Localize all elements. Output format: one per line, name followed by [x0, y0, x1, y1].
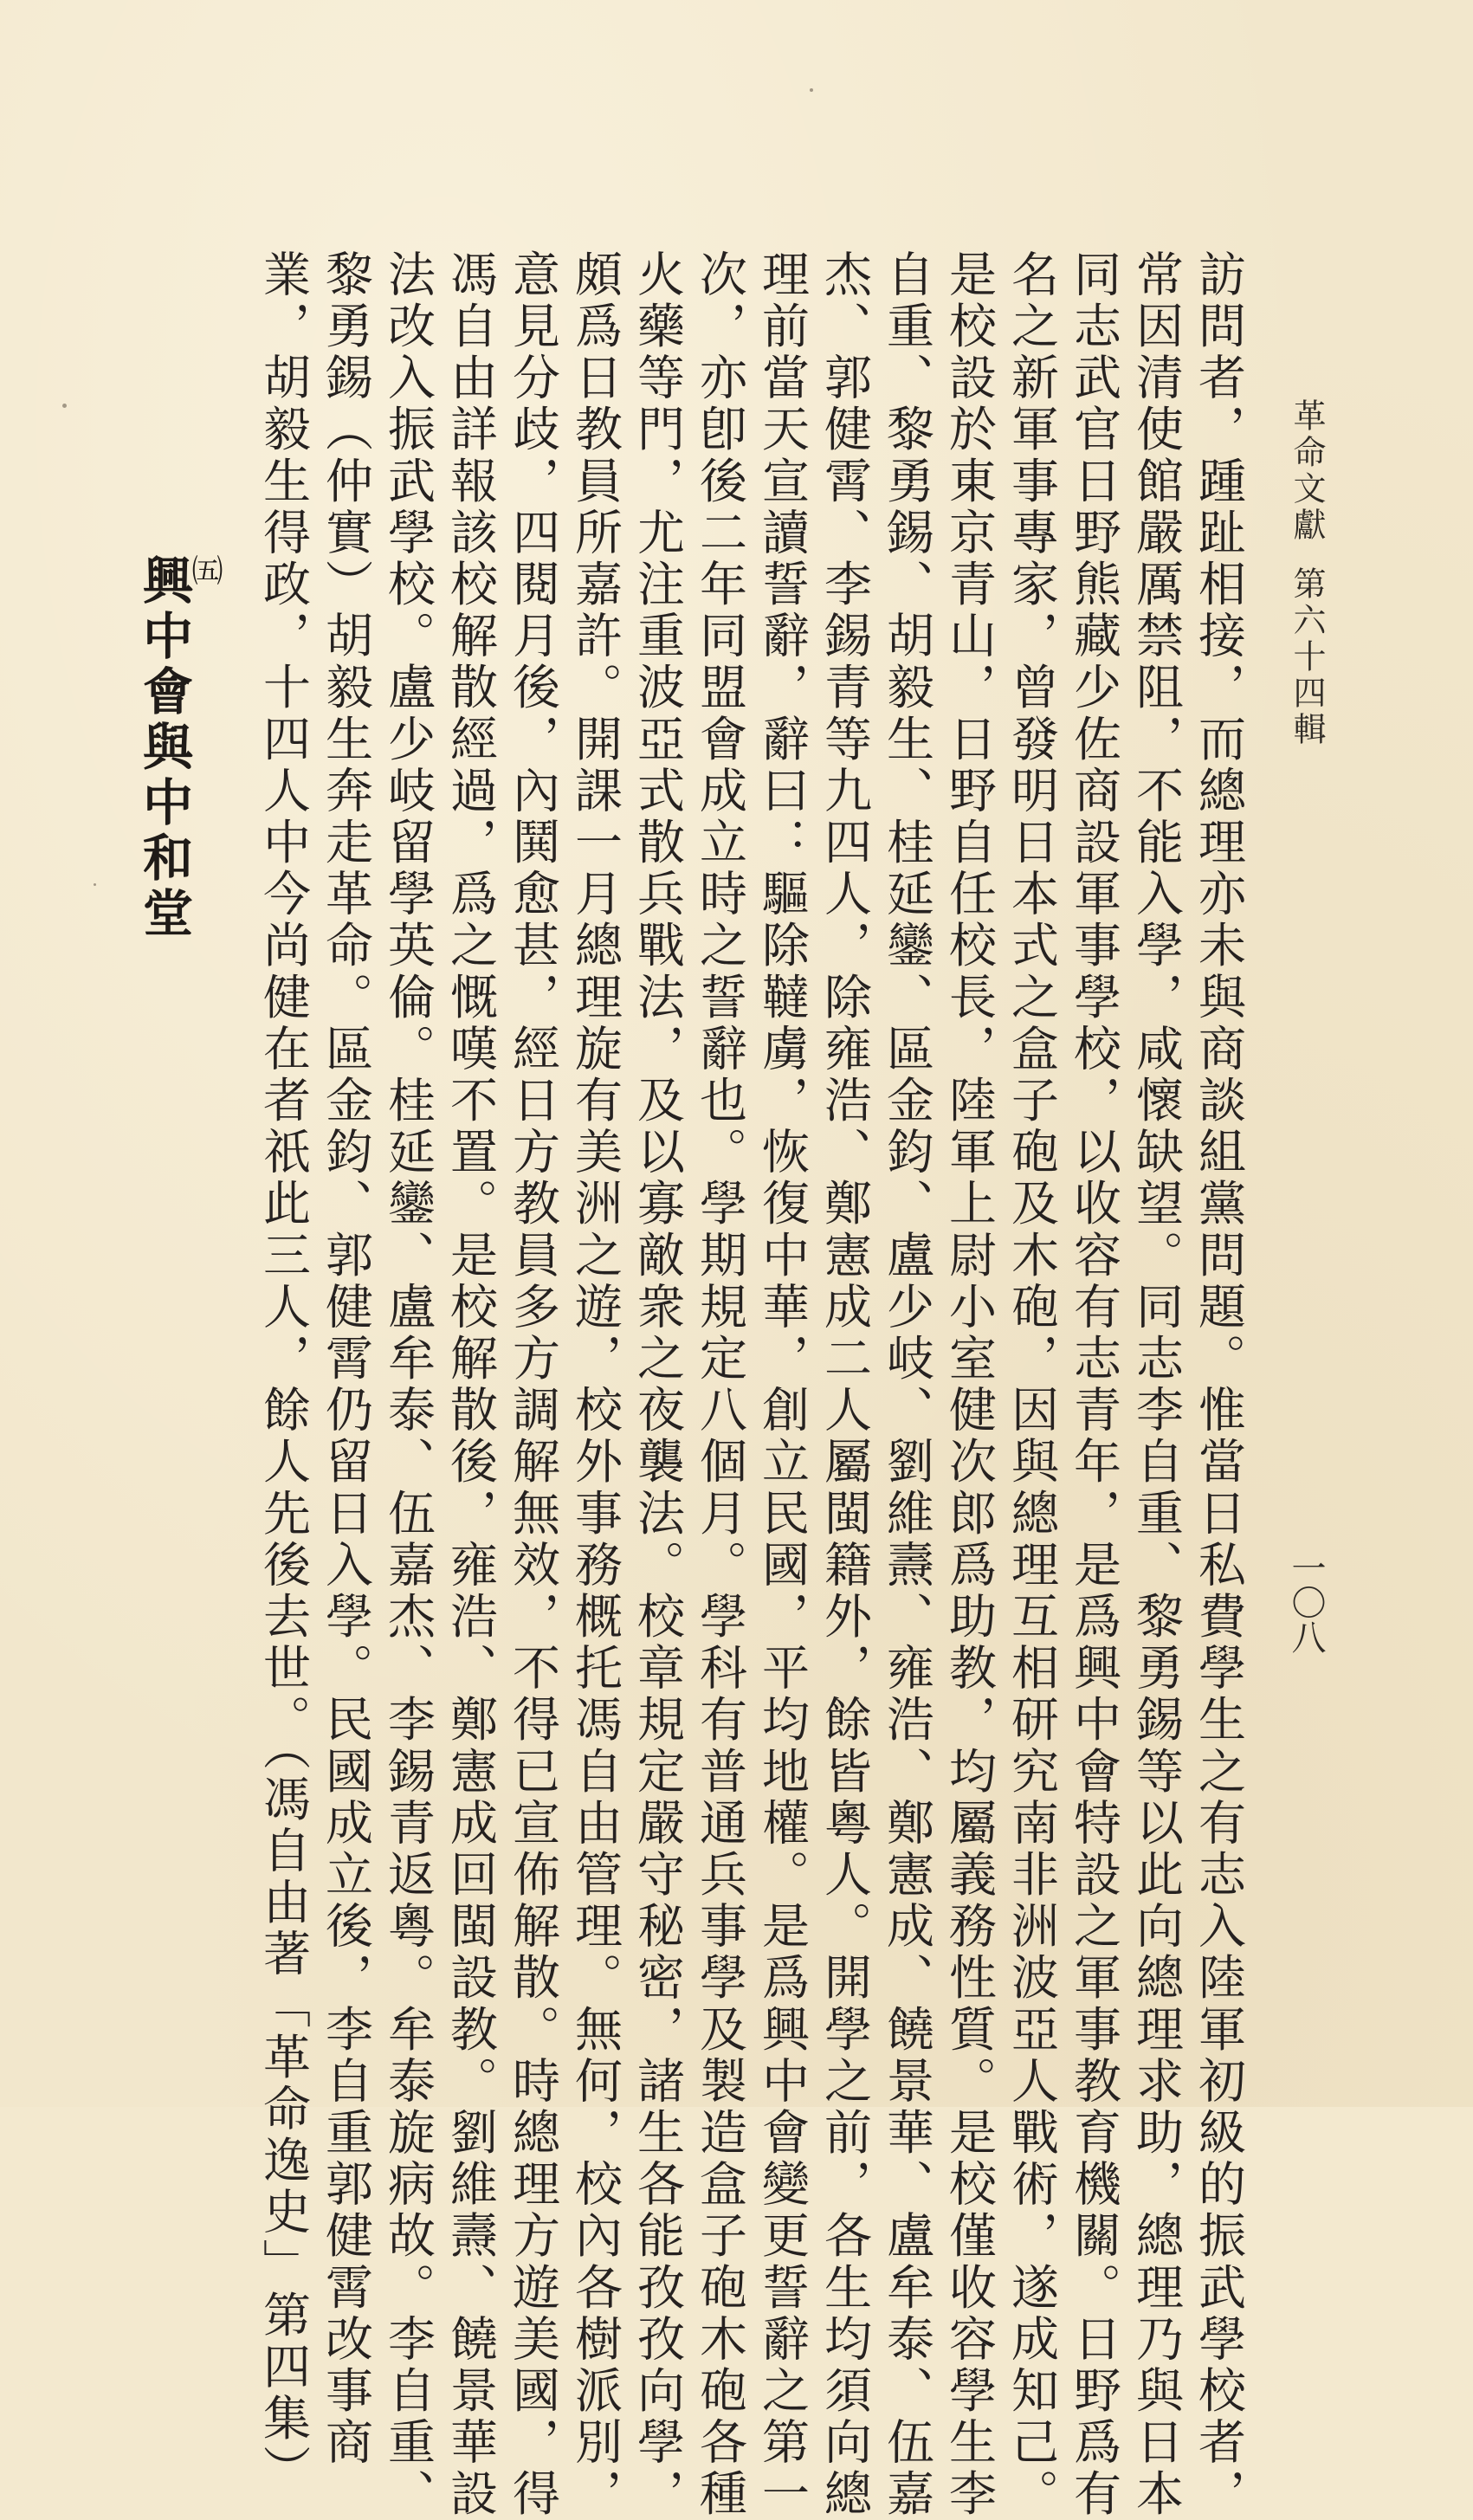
text-column: 火藥等門，尤注重波亞式散兵戰法，及以寡敵衆之夜襲法。校章規定嚴守秘密，諸生各能孜孜向學，	[630, 249, 685, 2520]
paper-speck	[62, 404, 67, 408]
publication-title: 革命文獻	[1288, 398, 1326, 544]
text-column: 訪問者，踵趾相接，而總理亦未與商談組黨問題。惟當日私費學生之有志入陸軍初級的振武學校者，	[1191, 249, 1246, 2520]
section-heading	[134, 554, 223, 942]
text-column: 業，胡毅生得政，十四人中今尚健在者祇此三人，餘人先後去世。（馮自由著「革命逸史」第四集）	[255, 249, 311, 2497]
text-column: 自重、黎勇錫、胡毅生、桂延鑾、區金鈞、盧少岐、劉維燾、雍浩、鄭憲成、饒景華、盧牟泰、伍嘉	[879, 249, 934, 2520]
section-title-text: 興中會與中和堂	[134, 554, 193, 942]
section-number: ㈤	[187, 554, 223, 591]
text-column: 常因清使館嚴厲禁阻，不能入學，咸懷缺望。同志李自重、黎勇錫等以此向總理求助，總理乃與日本	[1128, 249, 1184, 2520]
running-header	[1288, 398, 1326, 748]
text-column: 是校設於東京青山，日野自任校長，陸軍上尉小室健次郎爲助教，均屬義務性質。是校僅收容學生李	[941, 249, 997, 2520]
text-column: 次，亦卽後二年同盟會成立時之誓辭也。學期規定八個月。學科有普通兵事學及製造盒子砲木砲各種	[692, 249, 747, 2520]
text-column: 意見分歧，四閱月後，內鬨愈甚，經日方教員多方調解無效，不得已宣佈解散。時總理方遊美國，得	[505, 249, 560, 2520]
text-column: 馮自由詳報該校解散經過，爲之慨嘆不置。是校解散後，雍浩、鄭憲成回閩設教。劉維燾、饒景華設	[443, 249, 498, 2520]
body-text	[249, 249, 1246, 2520]
text-column: 同志武官日野熊藏少佐商設軍事學校，以收容有志青年，是爲興中會特設之軍事教育機關。日野爲有	[1066, 249, 1121, 2520]
text-column: 頗爲日教員所嘉許。開課一月總理旋有美洲之遊，校外事務概托馮自由管理。無何，校內各樹派別，	[567, 249, 623, 2520]
text-column: 法改入振武學校。盧少岐留學英倫。桂延鑾、盧牟泰、伍嘉杰、李錫青返粵。牟泰旋病故。李自重、	[380, 249, 436, 2520]
volume-label: 第六十四輯	[1288, 566, 1326, 748]
page-number: 一〇八	[1286, 1550, 1326, 1654]
paper-speck	[810, 88, 813, 92]
text-column: 黎勇錫（仲實）胡毅生奔走革命。區金鈞、郭健霄仍留日入學。民國成立後，李自重郭健霄改事商	[318, 249, 373, 2469]
paper-speck	[94, 883, 96, 886]
text-column: 名之新軍事專家，曾發明日本式之盒子砲及木砲，因與總理互相研究南非洲波亞人戰術，遂成知己。	[1004, 249, 1059, 2520]
text-column: 杰、郭健霄、李錫青等九四人，除雍浩、鄭憲成二人屬閩籍外，餘皆粵人。開學之前，各生均須向總	[817, 249, 872, 2520]
text-column: 理前當天宣讀誓辭，辭曰：驅除韃虜，恢復中華，創立民國，平均地權。是爲興中會變更誓辭之第一	[754, 249, 810, 2520]
